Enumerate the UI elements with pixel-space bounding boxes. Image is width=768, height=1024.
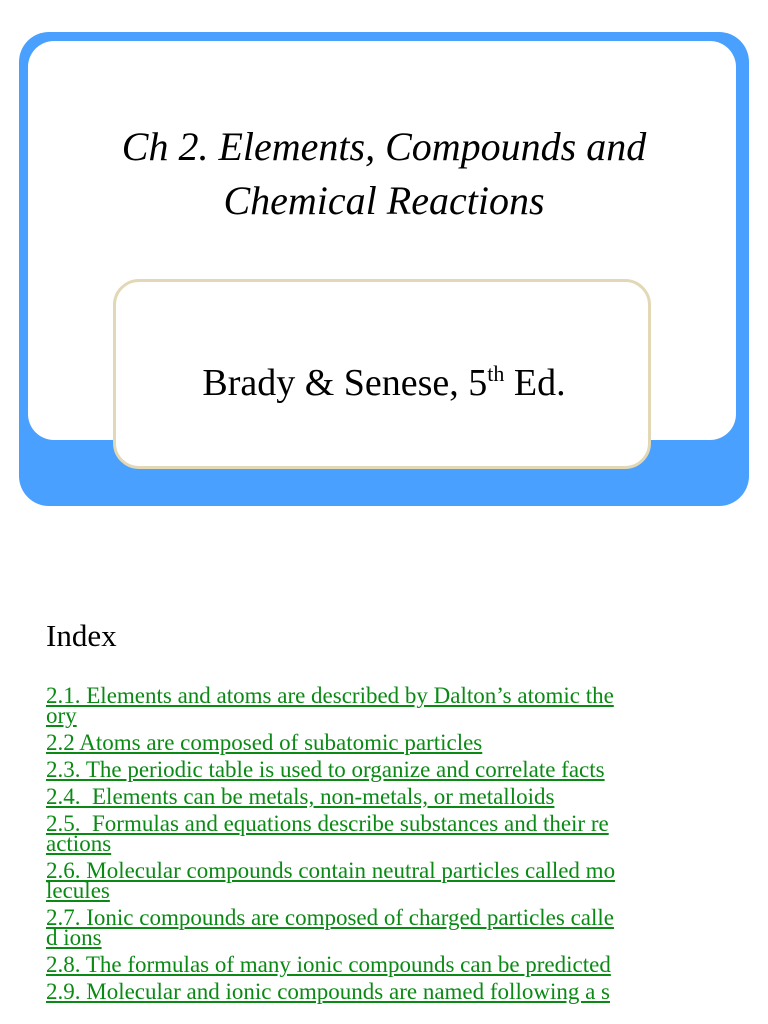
index-link-text: 2.7. Ionic compounds are composed of charged particles calle <box>46 905 614 930</box>
index-item <box>46 757 686 782</box>
slide-title-line-2: Chemical Reactions <box>223 178 545 223</box>
subtitle-superscript: th <box>487 361 505 386</box>
index-link-text: 2.2 Atoms are composed of subatomic particles <box>46 730 483 755</box>
slide-subtitle <box>0 356 768 415</box>
index-link-2-6[interactable] <box>46 858 686 903</box>
index-link-2-7[interactable] <box>46 905 686 950</box>
slide-title-line-1: Ch 2. Elements, Compounds and <box>121 124 647 169</box>
index-link-2-4[interactable] <box>46 784 686 809</box>
index-item <box>46 730 686 755</box>
index-link-2-1[interactable] <box>46 683 686 728</box>
index-link-2-2[interactable] <box>46 730 686 755</box>
subtitle-authors: Brady & Senese, 5 <box>202 362 488 404</box>
index-link-2-8[interactable] <box>46 952 686 977</box>
subtitle-edition: Ed. <box>504 362 566 404</box>
index-item <box>46 905 686 950</box>
index-item <box>46 683 686 728</box>
index-link-2-9[interactable] <box>46 979 686 1004</box>
index-link-text: 2.4. Elements can be metals, non-metals, or metalloids <box>46 784 555 809</box>
index-item <box>46 858 686 903</box>
index-link-text: 2.9. Molecular and ionic compounds are named following a s <box>46 979 610 1004</box>
index-link-text: 2.5. Formulas and equations describe substances and their re <box>46 811 609 836</box>
index-item <box>46 952 686 977</box>
index-heading: Index <box>46 618 117 653</box>
index-link-text-cont: actions <box>46 831 112 856</box>
index-link-text: 2.1. Elements and atoms are described by Dalton’s atomic the <box>46 683 614 708</box>
index-link-2-5[interactable] <box>46 811 686 856</box>
index-link-2-3[interactable] <box>46 757 686 782</box>
index-item <box>46 784 686 809</box>
index-item <box>46 979 686 1004</box>
index-link-text: 2.8. The formulas of many ionic compounds can be predicted <box>46 952 611 977</box>
index-link-text: 2.3. The periodic table is used to organize and correlate facts <box>46 757 605 782</box>
index-list <box>46 683 686 1009</box>
slide-title <box>0 120 768 228</box>
index-link-text-cont: d ions <box>46 925 102 950</box>
index-item <box>46 811 686 856</box>
index-link-text-cont: ory <box>46 703 77 728</box>
index-link-text-cont: lecules <box>46 878 110 903</box>
index-link-text: 2.6. Molecular compounds contain neutral particles called mo <box>46 858 616 883</box>
